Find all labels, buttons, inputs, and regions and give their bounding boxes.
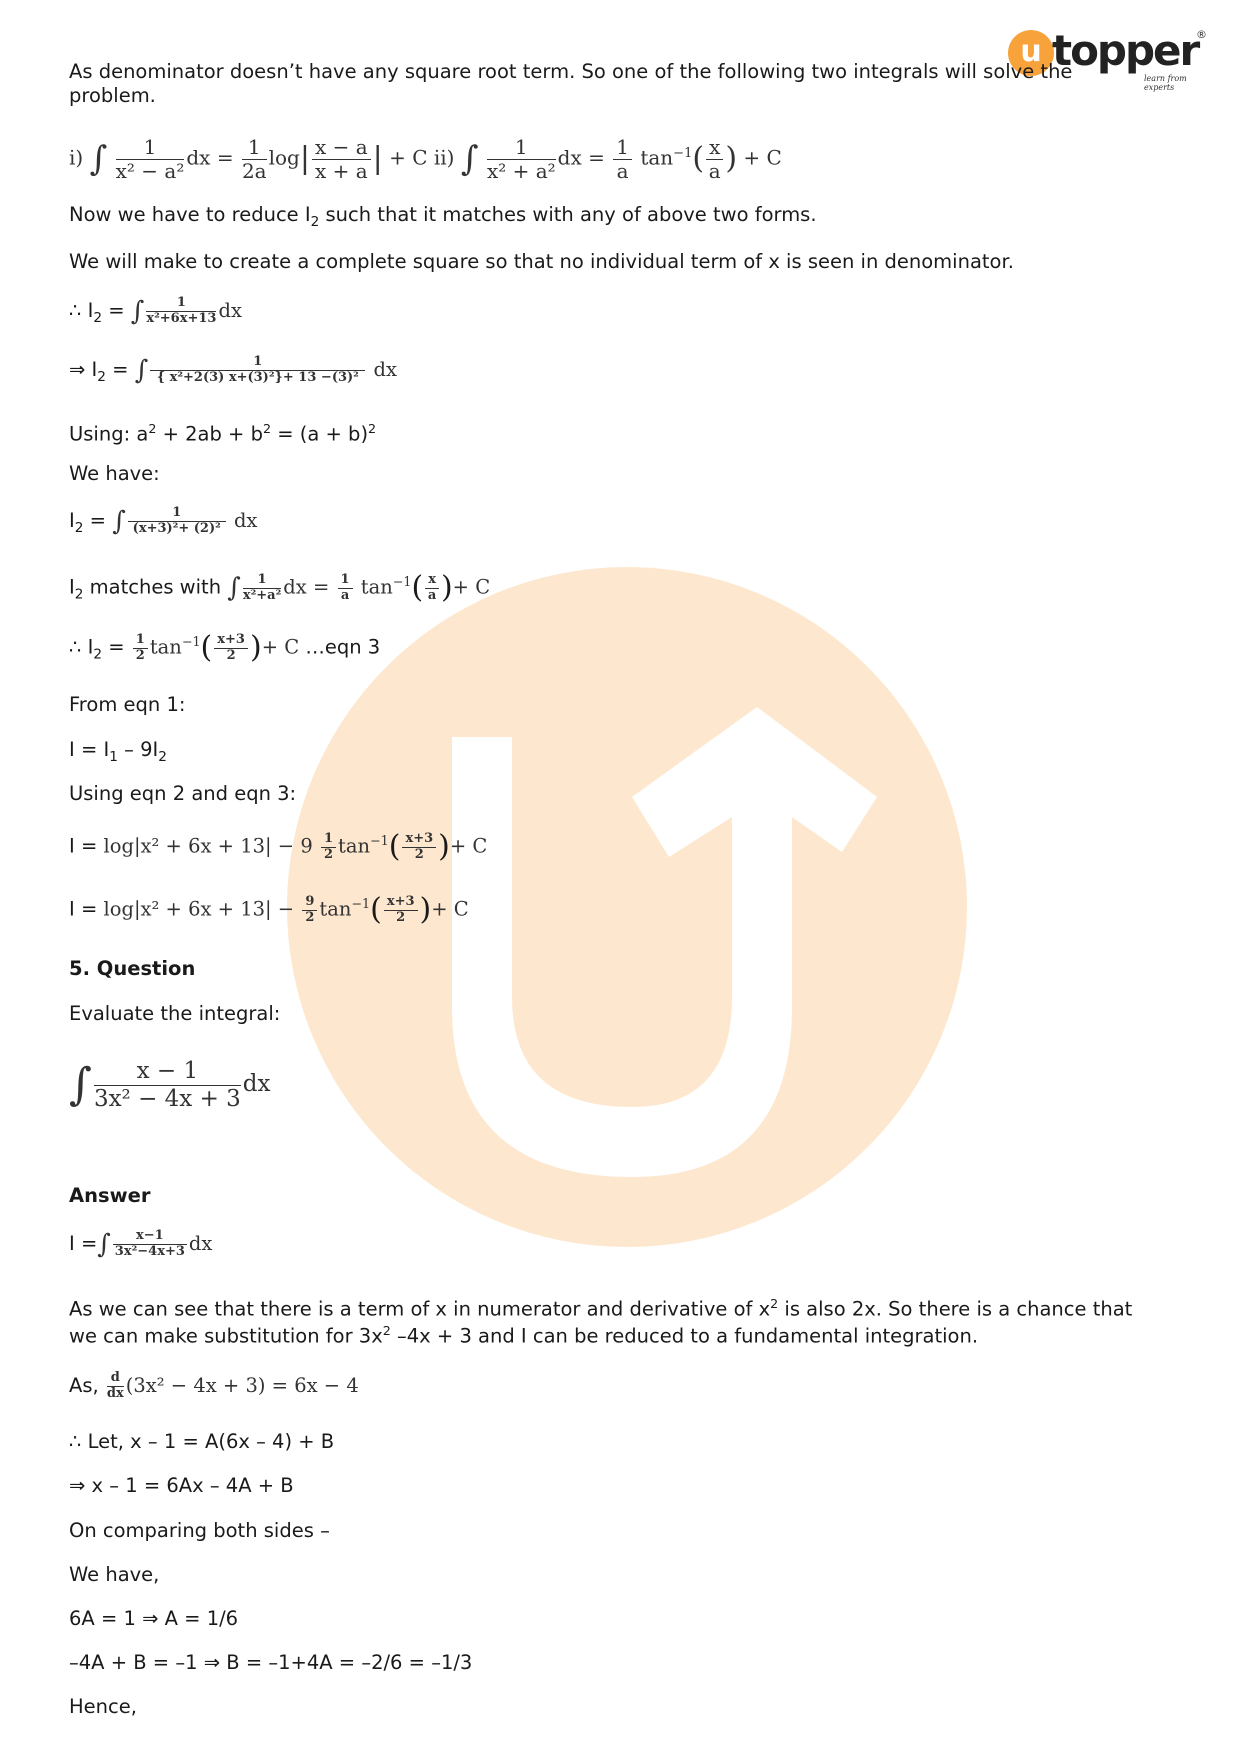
matches-form: $I_2$ matches with ∫ $\frac{1}{\text{x²+a²}}$ dx = $\frac{1}{a}$ $\tan^{-1}$( $\frac{x}{a}$ )+ C [69, 570, 491, 605]
final-i-step1: I = log|x² + 6x + 13| − 9 $\frac{1}{2}$ $\tan^{-1}$( $\frac{x+3}{2}$ )+ C [69, 829, 488, 864]
reduce-line: Now we have to reduce $I_2$ such that it matches with any of above two forms. [69, 203, 817, 230]
answer-heading: Answer [69, 1184, 151, 1207]
final-i-step2: I = log|x² + 6x + 13| − $\frac{9}{2}$ $\tan^{-1}$( $\frac{x+3}{2}$ )+ C [69, 892, 469, 927]
using-eqn-label: Using eqn 2 and eqn 3: [69, 782, 297, 805]
from-eqn1-label: From eqn 1: [69, 693, 186, 716]
intro-line-1: As denominator doesn’t have any square root term. So one of the following two integrals will solve the [69, 60, 1073, 83]
complete-square-line: We will make to create a complete square so that no individual term of x is seen in denominator. [69, 250, 1014, 273]
derivative-line: As, $\frac{d}{dx}$ (3x² − 4x + 3) = 6x − 4 [69, 1370, 359, 1401]
i2-result: ∴ $I_2$ = $\frac{1}{2}$ $\tan^{-1}$( $\frac{x+3}{2}$ )+ C …eqn 3 [69, 630, 381, 665]
question-heading: 5. Question [69, 957, 196, 980]
expand-line: ⇒ x – 1 = 6Ax – 4A + B [69, 1474, 294, 1497]
evaluate-label: Evaluate the integral: [69, 1002, 281, 1025]
i2-definition: ∴ $I_2$ = ∫ $\frac{1}{\text{x²+6x+13}}$ dx [69, 295, 242, 327]
logo-tagline: learn from experts [1144, 74, 1187, 92]
comparing-line: On comparing both sides – [69, 1519, 330, 1542]
question-integral: ∫ $\frac{x - 1}{\text{3x² − 4x + 3}}$ dx [69, 1058, 271, 1112]
b-value-line: –4A + B = –1 ⇒ B = –1+4A = –2/6 = –1/3 [69, 1651, 473, 1674]
we-have-label: We have: [69, 462, 160, 485]
standard-integrals: i) ∫ $\frac{1}{\text{x² − a²}}$ dx = $\frac{1}{2a}$ log| $\frac{x - a}{x + a}$ | + C ii) ∫ $\frac{1}{\text{x² + a²}}$ dx = $\frac{1}{a}$ $\tan^{-1}$( $\frac{x}{a}$ ) + C [69, 134, 782, 183]
i-combination: $I = I_1 - 9I_2$ [69, 738, 167, 765]
identity-line: Using: $a^2 + 2ab + b^2 = (a + b)^2$ [69, 421, 377, 446]
let-line: ∴ Let, x – 1 = A(6x – 4) + B [69, 1430, 335, 1453]
formula-ii-integrand: $\frac{1}{\text{x² + a²}}$ [486, 134, 556, 183]
i2-expanded: ⇒ $I_2$ = ∫ $\frac{1}{\text{\{ x²+2(3) x+(3)²\}+ 13 −(3)²}}$ dx [69, 354, 397, 386]
formula-ii-label: ii) [433, 145, 455, 170]
hence-line: Hence, [69, 1695, 137, 1718]
formula-i-integrand: $\frac{1}{\text{x² − a²}}$ [115, 134, 185, 183]
reasoning-line-2: we can make substitution for $3x^2$ –4x + 3 and I can be reduced to a fundamental integration. [69, 1323, 979, 1348]
registered-mark: ® [1196, 28, 1207, 41]
logo-wordmark: topper [1052, 26, 1199, 75]
formula-i-label: i) [69, 145, 84, 170]
logo-u-mark: u [1008, 30, 1054, 76]
reasoning-line-1: As we can see that there is a term of x in numerator and derivative of $x^2$ is also 2x. So there is a chance that [69, 1296, 1133, 1321]
intro-line-2: problem. [69, 84, 156, 107]
we-have-line: We have, [69, 1563, 160, 1586]
answer-integral: I =∫ $\frac{x-1}{\text{3x²−4x+3}}$ dx [69, 1228, 213, 1260]
i2-square-form: $I_2$ = ∫ $\frac{1}{\text{(x+3)²+ (2)²}}$ dx [69, 505, 258, 537]
a-value-line: 6A = 1 ⇒ A = 1/6 [69, 1607, 239, 1630]
